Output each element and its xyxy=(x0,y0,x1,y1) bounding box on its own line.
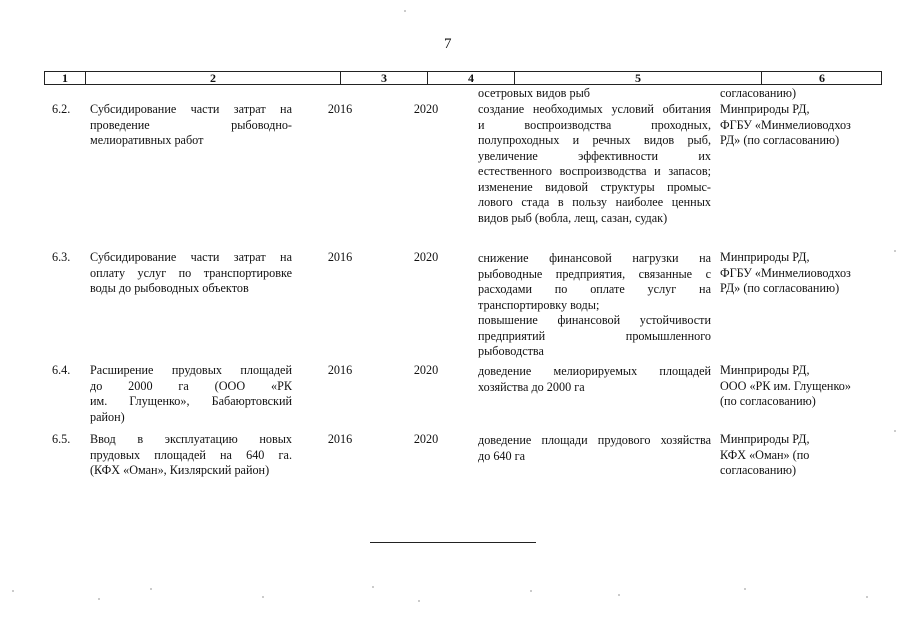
scan-speck xyxy=(404,10,406,12)
row-executor-line: (по согласованию) xyxy=(720,394,816,408)
row-end-year: 2020 xyxy=(413,363,439,377)
row-executor-line: Минприроды РД, xyxy=(720,432,810,446)
scan-speck xyxy=(866,596,868,598)
row-description-line: проведение рыбоводно- xyxy=(90,117,292,132)
header-col-3: 3 xyxy=(381,71,387,85)
row-executor-line: согласованию) xyxy=(720,463,797,477)
row-result-line: повышение финансовой устойчивости xyxy=(478,313,711,327)
row-description-line: Расширение прудовых площадей xyxy=(90,363,292,377)
continued-col6: согласованию) xyxy=(720,86,797,100)
row-executor xyxy=(720,432,880,479)
row-executor-line: КФХ «Оман» (по xyxy=(720,447,810,462)
header-col-6: 6 xyxy=(819,71,825,85)
row-description-line: Субсидирование части затрат на xyxy=(90,250,292,264)
row-description xyxy=(90,432,292,479)
row-executor-line: ФГБУ «Минмелиоводхоз xyxy=(720,117,851,132)
row-description-line: (КФХ «Оман», Кизлярский район) xyxy=(90,463,270,477)
row-result xyxy=(478,251,711,360)
scan-speck xyxy=(418,600,420,602)
row-executor-line: Минприроды РД, xyxy=(720,250,810,264)
row-executor-line: ФГБУ «Минмелиоводхоз xyxy=(720,265,851,280)
row-description xyxy=(90,102,292,149)
row-end-year: 2020 xyxy=(413,250,439,264)
row-result xyxy=(478,433,711,464)
scan-speck xyxy=(98,598,100,600)
row-description xyxy=(90,363,292,425)
scan-speck xyxy=(12,590,14,592)
row-number: 6.3. xyxy=(52,250,71,264)
row-result xyxy=(478,102,711,226)
scan-speck xyxy=(150,588,152,590)
row-result-line: расходами по оплате услуг на xyxy=(478,282,711,296)
row-result-line: до 640 га xyxy=(478,448,526,463)
row-result-line: создание необходимых условий обитания xyxy=(478,102,711,116)
row-number: 6.4. xyxy=(52,363,71,377)
row-executor-line: Минприроды РД, xyxy=(720,102,810,116)
row-result-line: естественного воспроизводства и запасов; xyxy=(478,164,711,178)
scan-speck xyxy=(894,430,896,432)
scan-speck xyxy=(744,588,746,590)
row-executor xyxy=(720,363,880,410)
row-result-line: доведение мелиорируемых площадей xyxy=(478,364,711,378)
row-description-line: воды до рыбоводных объектов xyxy=(90,281,249,295)
scan-speck xyxy=(894,250,896,252)
row-description-line: мелиоративных работ xyxy=(90,133,204,147)
row-result-line: снижение финансовой нагрузки на xyxy=(478,251,711,265)
row-number: 6.5. xyxy=(52,432,71,446)
row-start-year: 2016 xyxy=(327,102,353,116)
row-result-line: видов рыб (вобла, лещ, сазан, судак) xyxy=(478,210,668,225)
row-executor xyxy=(720,250,880,297)
row-result-line: хозяйства до 2000 га xyxy=(478,379,585,394)
row-executor-line: ООО «РК им. Глущенко» xyxy=(720,378,851,393)
continued-col5: осетровых видов рыб xyxy=(478,86,590,100)
row-description-line: прудовых площадей на 640 га. xyxy=(90,447,292,462)
row-start-year: 2016 xyxy=(327,432,353,446)
scan-speck xyxy=(262,596,264,598)
header-col-2: 2 xyxy=(210,71,216,85)
row-result-line: транспортировку воды; xyxy=(478,297,600,312)
header-col-1: 1 xyxy=(62,71,68,85)
row-result-line: рыбоводные предприятия, связанные с xyxy=(478,266,711,281)
row-result-line: рыбоводства xyxy=(478,344,544,358)
row-executor xyxy=(720,102,880,149)
row-end-year: 2020 xyxy=(413,432,439,446)
row-executor-line: РД» (по согласованию) xyxy=(720,281,840,295)
row-description-line: Ввод в эксплуатацию новых xyxy=(90,432,292,446)
row-result-line: изменение видовой структуры промыс- xyxy=(478,179,711,194)
row-result-line: увеличение эффективности их xyxy=(478,148,711,163)
row-description-line: до 2000 га (ООО «РК xyxy=(90,378,292,393)
row-description-line: Субсидирование части затрат на xyxy=(90,102,292,116)
scan-speck xyxy=(372,586,374,588)
row-description-line: им. Глущенко», Бабаюртовский xyxy=(90,394,292,408)
row-result xyxy=(478,364,711,395)
row-end-year: 2020 xyxy=(413,102,439,116)
row-number: 6.2. xyxy=(52,102,71,116)
row-description-line: район) xyxy=(90,409,125,424)
table-header xyxy=(44,71,882,85)
page-number: 7 xyxy=(444,36,452,52)
scan-speck xyxy=(618,594,620,596)
row-result-line: полупроходных и речных видов рыб, xyxy=(478,133,711,147)
header-col-5: 5 xyxy=(635,71,641,85)
row-result-line: и воспроизводства проходных, xyxy=(478,117,711,132)
row-result-line: лового стада в пользу наиболее ценных xyxy=(478,195,711,209)
row-start-year: 2016 xyxy=(327,363,353,377)
row-start-year: 2016 xyxy=(327,250,353,264)
row-executor-line: Минприроды РД, xyxy=(720,363,810,377)
row-description xyxy=(90,250,292,297)
row-executor-line: РД» (по согласованию) xyxy=(720,133,840,147)
header-col-4: 4 xyxy=(468,71,474,85)
row-description-line: оплату услуг по транспортировке xyxy=(90,265,292,280)
row-result-line: предприятий промышленного xyxy=(478,328,711,343)
end-rule xyxy=(370,542,536,543)
row-result-line: доведение площади прудового хозяйства xyxy=(478,433,711,447)
scan-speck xyxy=(530,590,532,592)
